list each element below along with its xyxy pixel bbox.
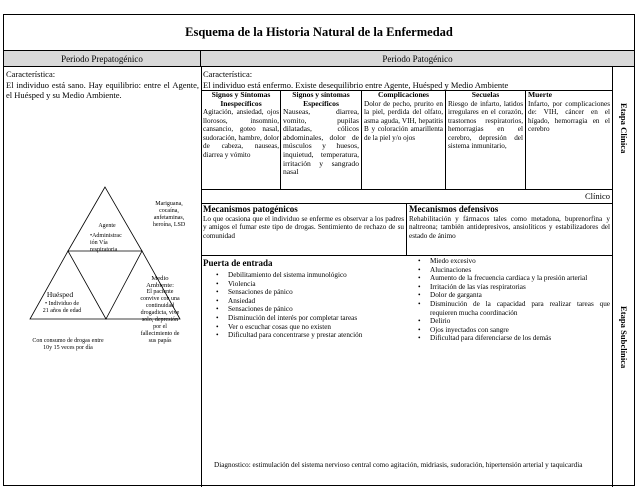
triad-medio: Medio Ambiente:	[146, 275, 174, 289]
clinico-label: Clínico	[584, 191, 610, 201]
clinica-col-complicaciones	[364, 91, 443, 142]
diagram-frame	[3, 14, 635, 486]
left-caracteristica-label: Característica:	[6, 69, 56, 79]
clinica-col-especificos	[283, 91, 359, 177]
clinica-col-muerte	[528, 91, 610, 134]
mecanismos-patogenicos	[203, 204, 404, 240]
sintomas-list	[414, 257, 610, 343]
diagnostico-text: Diagnostico: estimulación del sistema nervioso central como agitación, midriasis, sudoración, hipertensión arterial y taquicardia	[214, 461, 583, 469]
col-secuelas-text: Riesgo de infarto, latidos irregulares en el corazón, trastornos respiratorios, hemorragias en el cerebro, depresión del sistema inmunitario,	[448, 99, 523, 151]
triad-huesped: Huésped	[46, 290, 74, 299]
etapa-clinica-label: Etapa Clínica	[619, 102, 629, 154]
col-especificos-text: Nauseas, diarrea, vomito, pupilas dilatadas, cólicos abdominales, dolor de músculos y huesos, inquietud, temperatura, irritación y sangrado nasal	[283, 107, 359, 177]
header-prepatogenico: Periodo Prepatogénico	[4, 51, 201, 67]
triad-agente: Agente	[98, 223, 116, 229]
list-item: • Irritación de las vías respiratorias	[414, 283, 610, 292]
left-caracteristica-text: El individuo está sano. Hay equilibrio: entre el Agente, el Huésped y su Medio Ambiente.	[6, 79, 199, 100]
triad-medio-detail: El paciente convive con una continuidad drogadicta, vive solo, depresión por el fallecimiento de sus papás	[140, 289, 180, 344]
col-inespecificos-text: Agitación, ansiedad, ojos llorosos, insomnio, cansancio, goteo nasal, sudoración, hambre, dolor de cabeza, nauseas, diarrea y vómito	[203, 108, 279, 159]
col-complicaciones-head: Complicaciones	[377, 90, 430, 99]
page-title: Esquema de la Historia Natural de la Enfermedad	[4, 15, 634, 51]
list-item: • Dificultad para diferenciarse de los demás	[414, 334, 610, 343]
list-item: • Miedo excesivo	[414, 257, 610, 266]
header-patogenico: Periodo Patogénico	[201, 51, 634, 67]
etapa-subclinica-label: Etapa Subclínica	[619, 306, 629, 369]
list-item: • Disminución del interés por completar tareas	[212, 314, 412, 323]
mecanismos-patogenicos-text: Lo que ocasiona que el individuo se enferme es observar a los padres y amigos el fumar este tipo de drogas. Sentimiento de rechazo de su comunidad	[203, 214, 404, 240]
puerta-entrada-list	[212, 271, 412, 340]
triad-huesped-detail: • Individuo de 21 años de edad	[42, 301, 82, 314]
list-item: • Debilitamiento del sistema inmunológico	[212, 271, 412, 280]
triad-huesped-note: Con consumo de drogas entre 10y 15 veces por día	[32, 338, 104, 351]
list-item: • Dificultad para concentrarse y prestar atención	[212, 331, 412, 340]
col-especificos-head: Signos y síntomas Específicos	[292, 90, 350, 108]
triad-diagram	[20, 183, 190, 383]
mecanismos-defensivos-text: Rehabilitación y fármacos tales como metadona, buprenorfina y naltreona; también antidepresivos, ansiolíticos y estabilizadores del estado de ánimo	[409, 214, 610, 240]
list-item: • Sensaciones de pánico	[212, 288, 412, 297]
puerta-entrada-title: Puerta de entrada	[203, 258, 273, 268]
list-item: • Disminución de la capacidad para realizar tareas que requieren mucha coordinación	[414, 300, 610, 317]
col-muerte-text: Infarto, por complicaciones de: VIH, cáncer en el hígado, hemorragia en el cerebro	[528, 99, 610, 134]
list-item: • Ojos inyectados con sangre	[414, 326, 610, 335]
list-item: • Violencia	[212, 280, 412, 289]
col-muerte-head: Muerte	[528, 90, 553, 99]
list-item: • Ansiedad	[212, 297, 412, 306]
list-item: • Aumento de la frecuencia cardiaca y la presión arterial	[414, 274, 610, 283]
list-item: • Sensaciones de pánico	[212, 305, 412, 314]
mecanismos-patogenicos-title: Mecanismos patogénicos	[203, 204, 298, 214]
left-caracteristica	[6, 69, 199, 101]
clinica-caracteristica	[203, 69, 611, 90]
clinica-caracteristica-text: El individuo está enfermo. Existe desequilibrio entre Agente, Huésped y Medio Ambiente	[203, 79, 509, 90]
list-item: • Ver o escuchar cosas que no existen	[212, 323, 412, 332]
clinica-caracteristica-label: Característica:	[203, 69, 253, 79]
col-complicaciones-text: Dolor de pecho, prurito en la piel, perdida del olfato, asma aguda, VIH, hepatitis B y coloración amarillenta de la piel y/o ojos	[364, 99, 443, 142]
clinica-col-inespecificos	[203, 91, 279, 160]
clinica-col-secuelas	[448, 91, 523, 151]
triad-agente-detail: •Administrac ión Vía respiratoria	[90, 233, 122, 253]
mecanismos-defensivos-title: Mecanismos defensivos	[409, 204, 499, 214]
list-item: • Alucinaciones	[414, 266, 610, 275]
col-secuelas-head: Secuelas	[471, 90, 500, 99]
list-item: • Dolor de garganta	[414, 291, 610, 300]
col-inespecificos-head: Signos y Síntomas Inespecíficos	[211, 90, 271, 108]
mecanismos-defensivos	[409, 204, 610, 240]
triad-agente-drugs: Mariguana, cocaína, anfetaminas, heroína, LSD	[152, 201, 186, 228]
list-item: • Delirio	[414, 317, 610, 326]
